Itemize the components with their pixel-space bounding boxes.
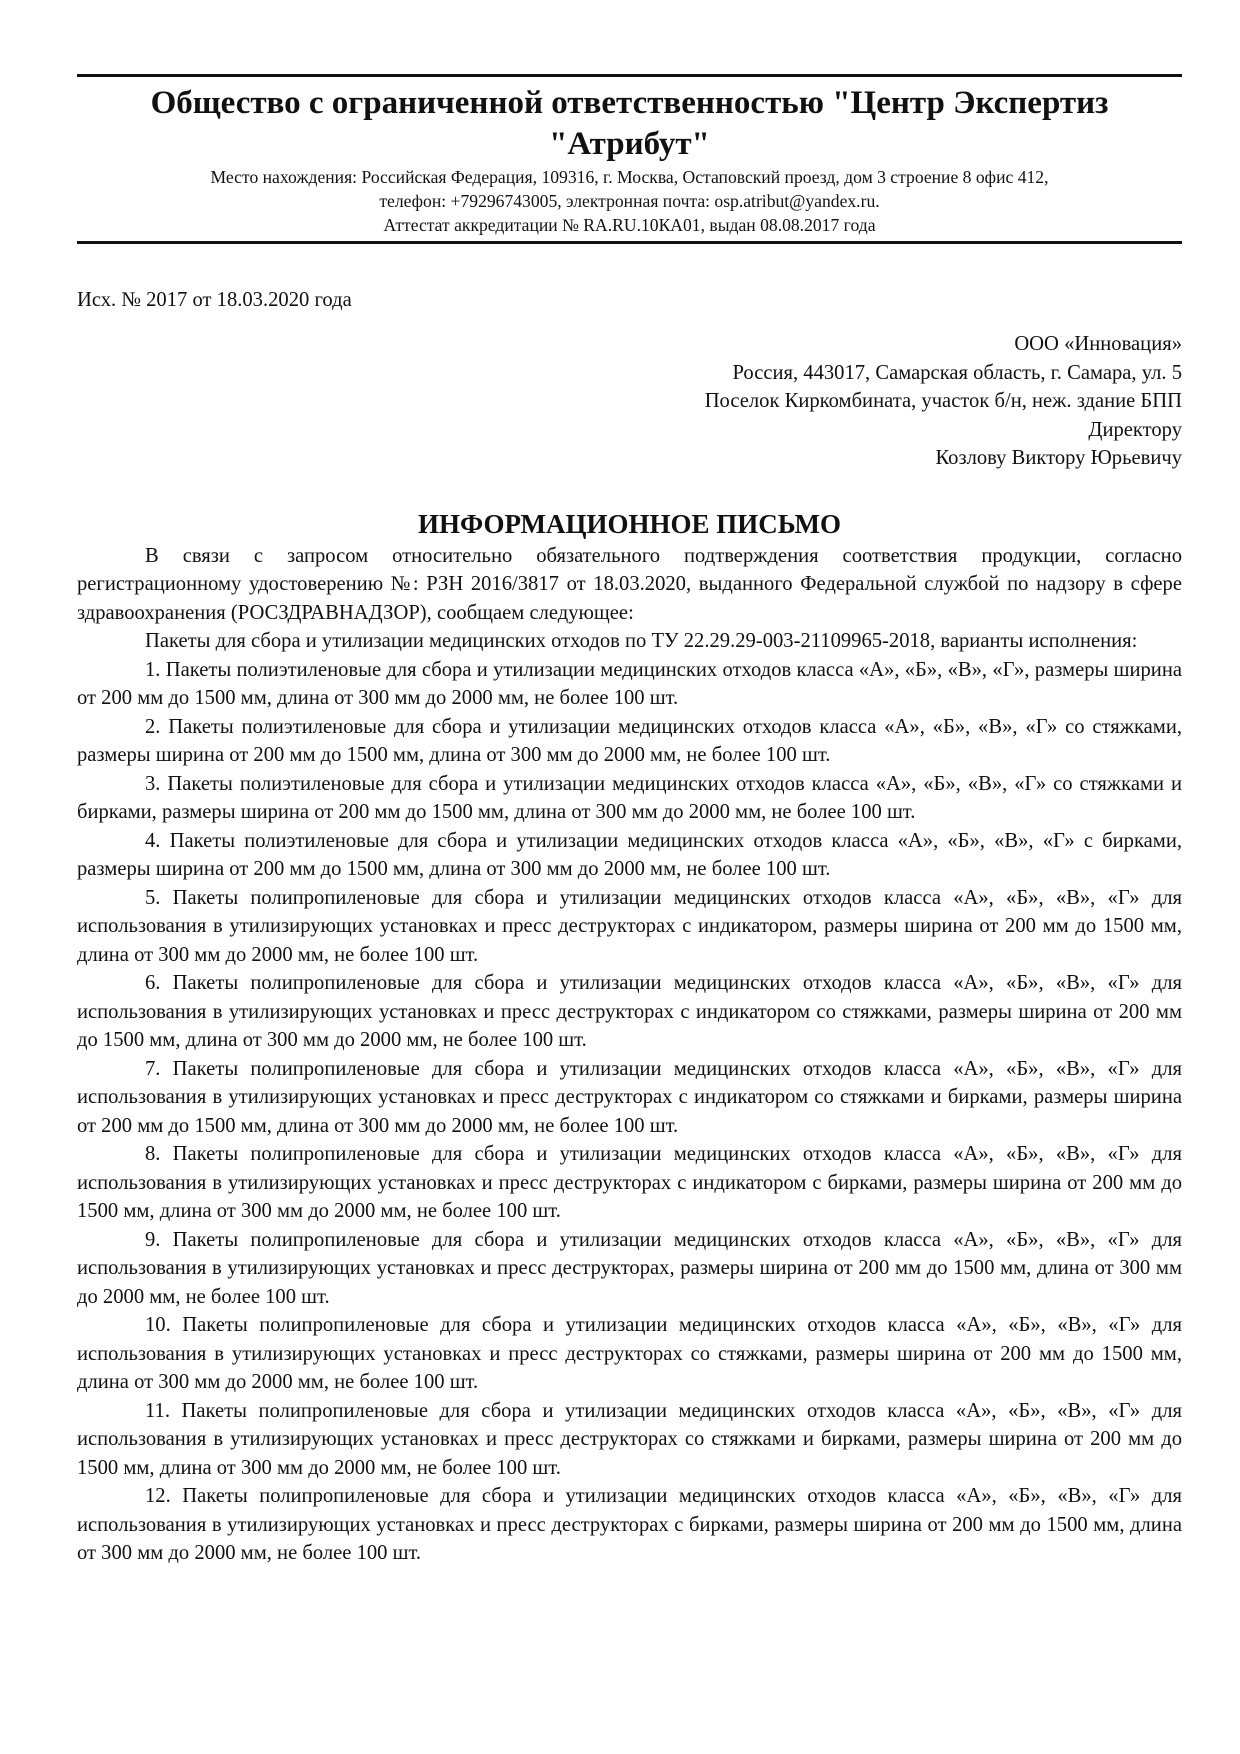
header-top-rule xyxy=(77,74,1182,77)
list-item: 12. Пакеты полипропиленовые для сбора и утилизации медицинских отходов класса «А», «Б», «В», «Г» для использования в утилизирующих установках и пресс деструкторах с бирками, размеры ширина от 200 мм до 1500 мм, длина от 300 мм до 2000 мм, не более 100 шт. xyxy=(77,1485,1182,1565)
addressee-line: Директору xyxy=(1088,418,1182,441)
addressee-block xyxy=(77,330,1182,473)
organization-location: Место нахождения: Российская Федерация, 109316, г. Москва, Остаповский проезд, дом 3 строение 8 офис 412, xyxy=(210,167,1049,187)
list-item: 11. Пакеты полипропиленовые для сбора и утилизации медицинских отходов класса «А», «Б», «В», «Г» для использования в утилизирующих установках и пресс деструкторах со стяжками и бирками, размеры ширина от 200 мм до 1500 мм, длина от 300 мм до 2000 мм, не более 100 шт. xyxy=(77,1399,1182,1479)
products-intro-paragraph: Пакеты для сбора и утилизации медицинских отходов по ТУ 22.29.29-003-21109965-2018, варианты исполнения: xyxy=(145,630,1138,653)
letter-page xyxy=(77,0,1182,1568)
organization-details xyxy=(77,165,1182,237)
addressee-line: Козлову Виктору Юрьевичу xyxy=(935,447,1182,470)
list-item: 2. Пакеты полиэтиленовые для сбора и утилизации медицинских отходов класса «А», «Б», «В», «Г» со стяжками, размеры ширина от 200 мм до 1500 мм, длина от 300 мм до 2000 мм, не более 100 шт. xyxy=(77,715,1182,767)
list-item: 9. Пакеты полипропиленовые для сбора и утилизации медицинских отходов класса «А», «Б», «В», «Г» для использования в утилизирующих установках и пресс деструкторах, размеры ширина от 200 мм до 1500 мм, длина от 300 мм до 2000 мм, не более 100 шт. xyxy=(77,1228,1182,1308)
letter-body xyxy=(77,542,1182,1568)
list-item: 3. Пакеты полиэтиленовые для сбора и утилизации медицинских отходов класса «А», «Б», «В», «Г» со стяжками и бирками, размеры ширина от 200 мм до 1500 мм, длина от 300 мм до 2000 мм, не более 100 шт. xyxy=(77,772,1182,824)
list-item: 8. Пакеты полипропиленовые для сбора и утилизации медицинских отходов класса «А», «Б», «В», «Г» для использования в утилизирующих установках и пресс деструкторах с индикатором с бирками, размеры ширина от 200 мм до 1500 мм, длина от 300 мм до 2000 мм, не более 100 шт. xyxy=(77,1143,1182,1223)
addressee-line: Россия, 443017, Самарская область, г. Самара, ул. 5 xyxy=(732,361,1182,384)
organization-name xyxy=(77,83,1182,165)
intro-paragraph: В связи с запросом относительно обязательного подтверждения соответствия продукции, согласно регистрационному удостоверению №: РЗН 2016/3817 от 18.03.2020, выданного Федеральной службой по надзору в сфере здравоохранения (РОСЗДРАВНАДЗОР), сообщаем следующее: xyxy=(77,544,1182,624)
document-title: ИНФОРМАЦИОННОЕ ПИСЬМО xyxy=(417,508,841,539)
list-item: 5. Пакеты полипропиленовые для сбора и утилизации медицинских отходов класса «А», «Б», «В», «Г» для использования в утилизирующих установках и пресс деструкторах с индикатором, размеры ширина от 200 мм до 1500 мм, длина от 300 мм до 2000 мм, не более 100 шт. xyxy=(77,886,1182,966)
addressee-line: ООО «Инновация» xyxy=(1014,333,1182,355)
list-item: 7. Пакеты полипропиленовые для сбора и утилизации медицинских отходов класса «А», «Б», «В», «Г» для использования в утилизирующих установках и пресс деструкторах с индикатором со стяжками и бирками, размеры ширина от 200 мм до 1500 мм, длина от 300 мм до 2000 мм, не более 100 шт. xyxy=(77,1057,1182,1137)
addressee-line: Поселок Киркомбината, участок б/н, неж. здание БПП xyxy=(704,390,1182,413)
outgoing-reference: Исх. № 2017 от 18.03.2020 года xyxy=(77,289,352,311)
list-item: 6. Пакеты полипропиленовые для сбора и утилизации медицинских отходов класса «А», «Б», «В», «Г» для использования в утилизирующих установках и пресс деструкторах с индикатором со стяжками, размеры ширина от 200 мм до 1500 мм, длина от 300 мм до 2000 мм, не более 100 шт. xyxy=(77,972,1182,1052)
organization-accreditation: Аттестат аккредитации № RA.RU.10КА01, выдан 08.08.2017 года xyxy=(383,215,876,235)
list-item: 10. Пакеты полипропиленовые для сбора и утилизации медицинских отходов класса «А», «Б», «В», «Г» для использования в утилизирующих установках и пресс деструкторах со стяжками, размеры ширина от 200 мм до 1500 мм, длина от 300 мм до 2000 мм, не более 100 шт. xyxy=(77,1314,1182,1394)
list-item: 4. Пакеты полиэтиленовые для сбора и утилизации медицинских отходов класса «А», «Б», «В», «Г» с бирками, размеры ширина от 200 мм до 1500 мм, длина от 300 мм до 2000 мм, не более 100 шт. xyxy=(77,829,1182,881)
organization-name-line1: Общество с ограниченной ответственностью "Центр Экспертиз xyxy=(150,85,1109,121)
organization-name-line2: "Атрибут" xyxy=(549,126,710,162)
header-bottom-rule xyxy=(77,241,1182,244)
organization-contacts: телефон: +79296743005, электронная почта: osp.atribut@yandex.ru. xyxy=(379,191,880,211)
list-item: 1. Пакеты полиэтиленовые для сбора и утилизации медицинских отходов класса «А», «Б», «В», «Г», размеры ширина от 200 мм до 1500 мм, длина от 300 мм до 2000 мм, не более 100 шт. xyxy=(77,658,1182,710)
